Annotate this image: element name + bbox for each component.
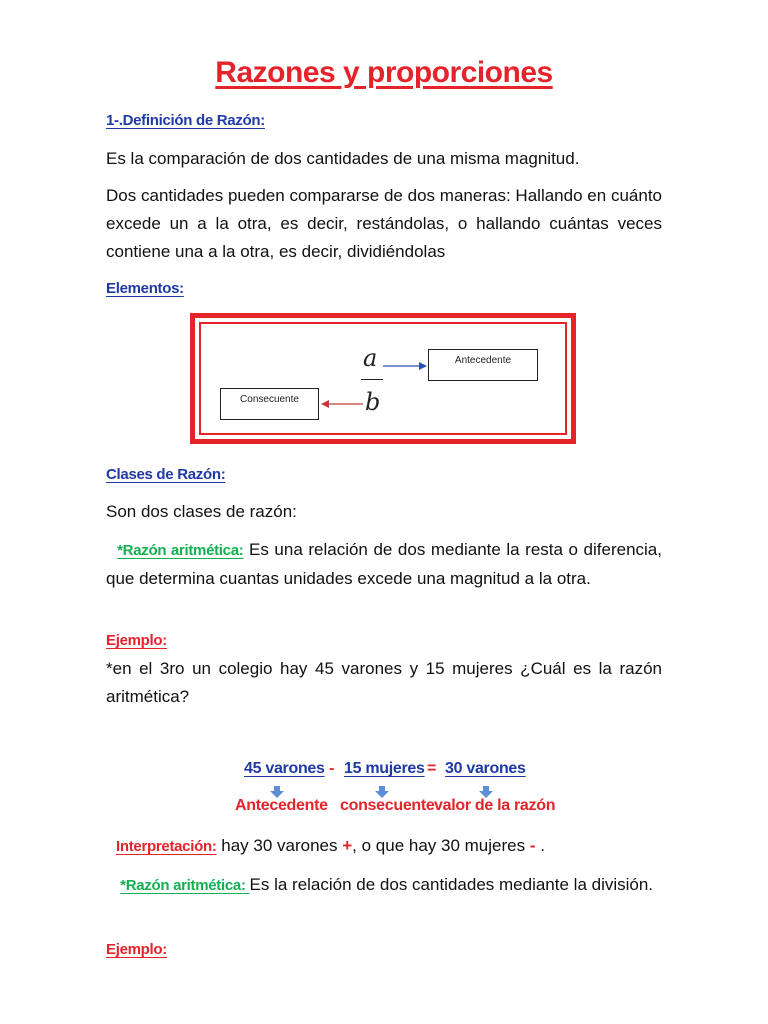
antecedente-box: [428, 349, 538, 381]
interpretacion-paragraph: [116, 832, 672, 861]
consecuente-caption: consecuente: [340, 797, 435, 814]
interpretacion-label: Interpretación:: [116, 838, 217, 855]
interpretacion-text3: .: [535, 836, 545, 855]
antecedente-caption: Antecedente: [235, 797, 328, 814]
ratio-elements-diagram: [190, 313, 576, 444]
razon2-text: Es la relación de dos cantidades mediante la división.: [249, 875, 654, 894]
valor-razon-caption: valor de la razón: [434, 797, 556, 814]
consecuente-label: Consecuente: [240, 394, 299, 405]
ejemplo1-text: *en el 3ro un colegio hay 45 varones y 15 mujeres ¿Cuál es la razón aritmética?: [106, 659, 662, 706]
elementos-heading: Elementos:: [106, 280, 184, 297]
ejemplo2-heading: Ejemplo:: [106, 941, 167, 958]
consecuente-box: [220, 388, 319, 420]
diagram-canvas: [199, 322, 567, 435]
minus-sign: -: [529, 836, 536, 855]
clases-heading: Clases de Razón:: [106, 466, 226, 483]
page-title: Razones y proporciones: [215, 56, 553, 89]
equation-result: 30 varones: [445, 760, 526, 777]
arrow-left-icon: [319, 398, 365, 410]
equation-equals: =: [427, 760, 437, 777]
interpretacion-text1: hay 30 varones: [216, 836, 343, 855]
equation-term-varones: 45 varones: [244, 760, 325, 777]
ejemplo1-heading: Ejemplo:: [106, 632, 167, 649]
razon2-label: *Razón aritmética:: [120, 877, 250, 894]
comparison-paragraph: Dos cantidades pueden compararse de dos maneras: Hallando en cuánto excede un a la otra, es decir, restándolas, o hallando cuántas veces contiene una a la otra, es decir, dividiéndolas: [106, 186, 662, 261]
clases-intro: Son dos clases de razón:: [106, 502, 297, 521]
fraction-denominator: b: [365, 388, 381, 416]
equation-term-mujeres: 15 mujeres: [344, 760, 425, 777]
fraction-bar: [361, 379, 383, 380]
definition-paragraph: Es la comparación de dos cantidades de una misma magnitud.: [106, 149, 580, 168]
razon2-paragraph: [106, 871, 662, 900]
fraction-numerator: a: [363, 344, 378, 372]
definition-heading: 1-.Definición de Razón:: [106, 112, 265, 129]
razon-aritmetica-label: *Razón aritmética:: [117, 542, 244, 559]
razon-aritmetica-paragraph: [106, 536, 662, 593]
arrow-right-icon: [381, 360, 429, 372]
razon-aritmetica-text: Es una relación de dos mediante la resta o diferencia, que determina cuantas unidades excede una magnitud a la otra.: [106, 540, 662, 588]
equation-minus: -: [329, 760, 335, 777]
interpretacion-text2: , o que hay 30 mujeres: [352, 836, 530, 855]
plus-sign: +: [342, 836, 353, 855]
antecedente-label: Antecedente: [454, 355, 512, 366]
